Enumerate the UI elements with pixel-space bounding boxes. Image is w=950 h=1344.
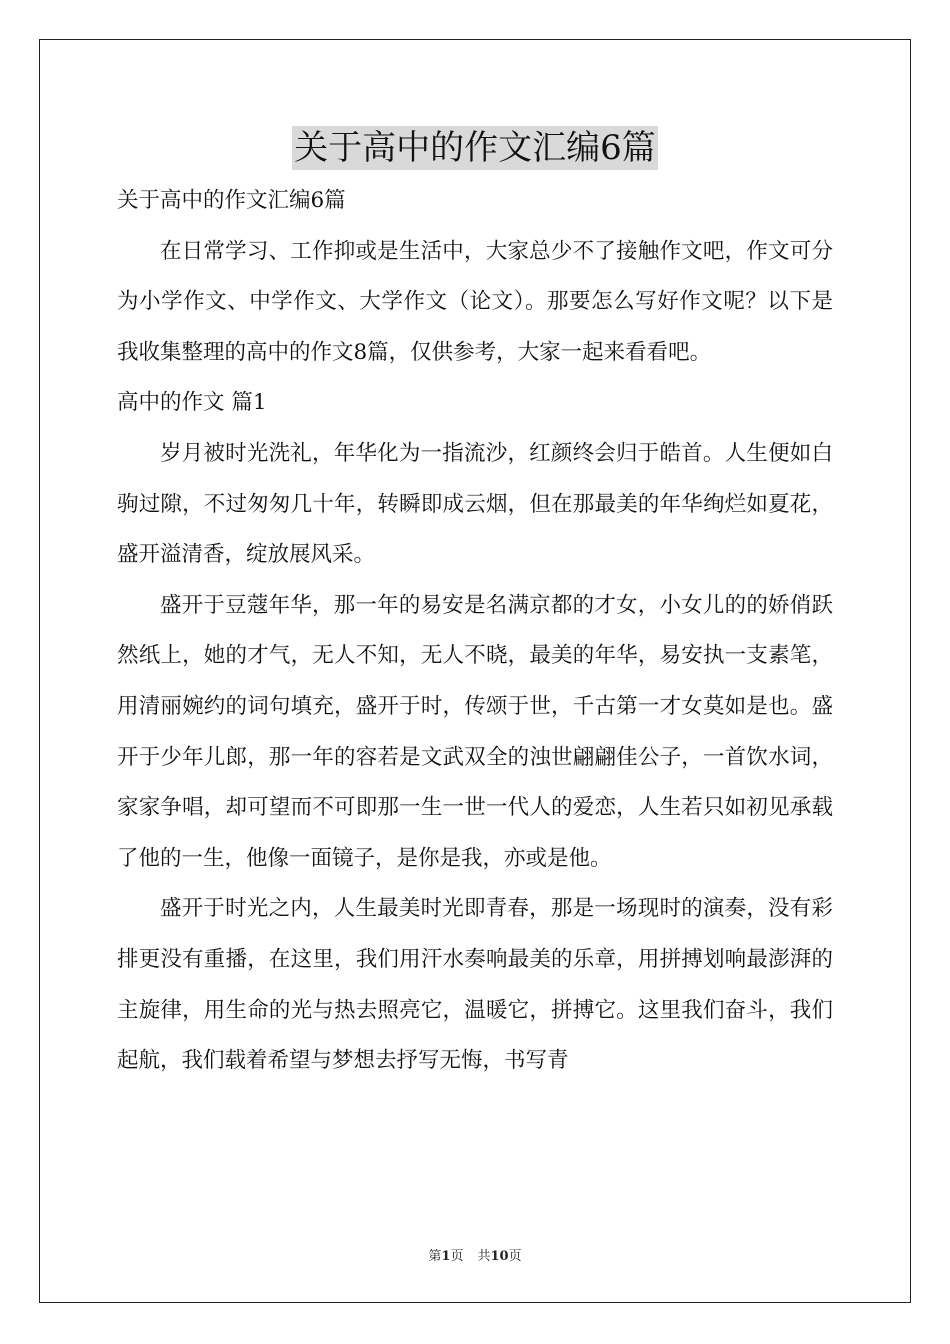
page-footer [0,1248,950,1266]
total-pages: 10 [490,1249,509,1264]
intro-paragraph: 在日常学习、工作抑或是生活中，大家总少不了接触作文吧，作文可分为小学作文、中学作文、大学作文（论文）。那要怎么写好作文呢？以下是我收集整理的高中的作文8篇，仅供参考，大家一起来看看吧。 [117,238,833,365]
total-prefix: 共 [477,1249,491,1264]
page-suffix: 页 [450,1249,464,1264]
document-body [117,176,833,1087]
page-prefix: 第 [428,1249,442,1264]
body-paragraph-1: 岁月被时光洗礼，年华化为一指流沙，红颜终会归于皓首。人生便如白驹过隙，不过匆匆几十年，转瞬即成云烟，但在那最美的年华绚烂如夏花，盛开溢清香，绽放展风采。 [117,440,833,568]
subtitle-line: 关于高中的作文汇编6篇 [117,188,346,213]
body-paragraph-2: 盛开于豆蔻年华，那一年的易安是名满京都的才女，小女儿的的娇俏跃然纸上，她的才气，无人不知，无人不晓，最美的年华，易安执一支素笔，用清丽婉约的词句填充，盛开于时，传颂于世，千古第一才女莫如是也。盛开于少年儿郎，那一年的容若是文武双全的浊世翩翩佳公子，一首饮水词，家家争唱，却可望而不可即那一生一世一代人的爱恋，人生若只如初见承载了他的一生，他像一面镜子，是你是我，亦或是他。 [117,592,833,871]
title-wrapper [0,126,950,170]
body-paragraph-3: 盛开于时光之内，人生最美时光即青春，那是一场现时的演奏，没有彩排更没有重播，在这里，我们用汗水奏响最美的乐章，用拼搏划响最澎湃的主旋律，用生命的光与热去照亮它，温暖它，拼搏它。这里我们奋斗，我们起航，我们载着希望与梦想去抒写无悔，书写青 [117,896,833,1074]
section-heading: 高中的作文 篇1 [117,390,267,416]
page-number: 1 [441,1249,451,1264]
total-suffix: 页 [508,1249,522,1264]
document-title: 关于高中的作文汇编6篇 [294,128,656,168]
